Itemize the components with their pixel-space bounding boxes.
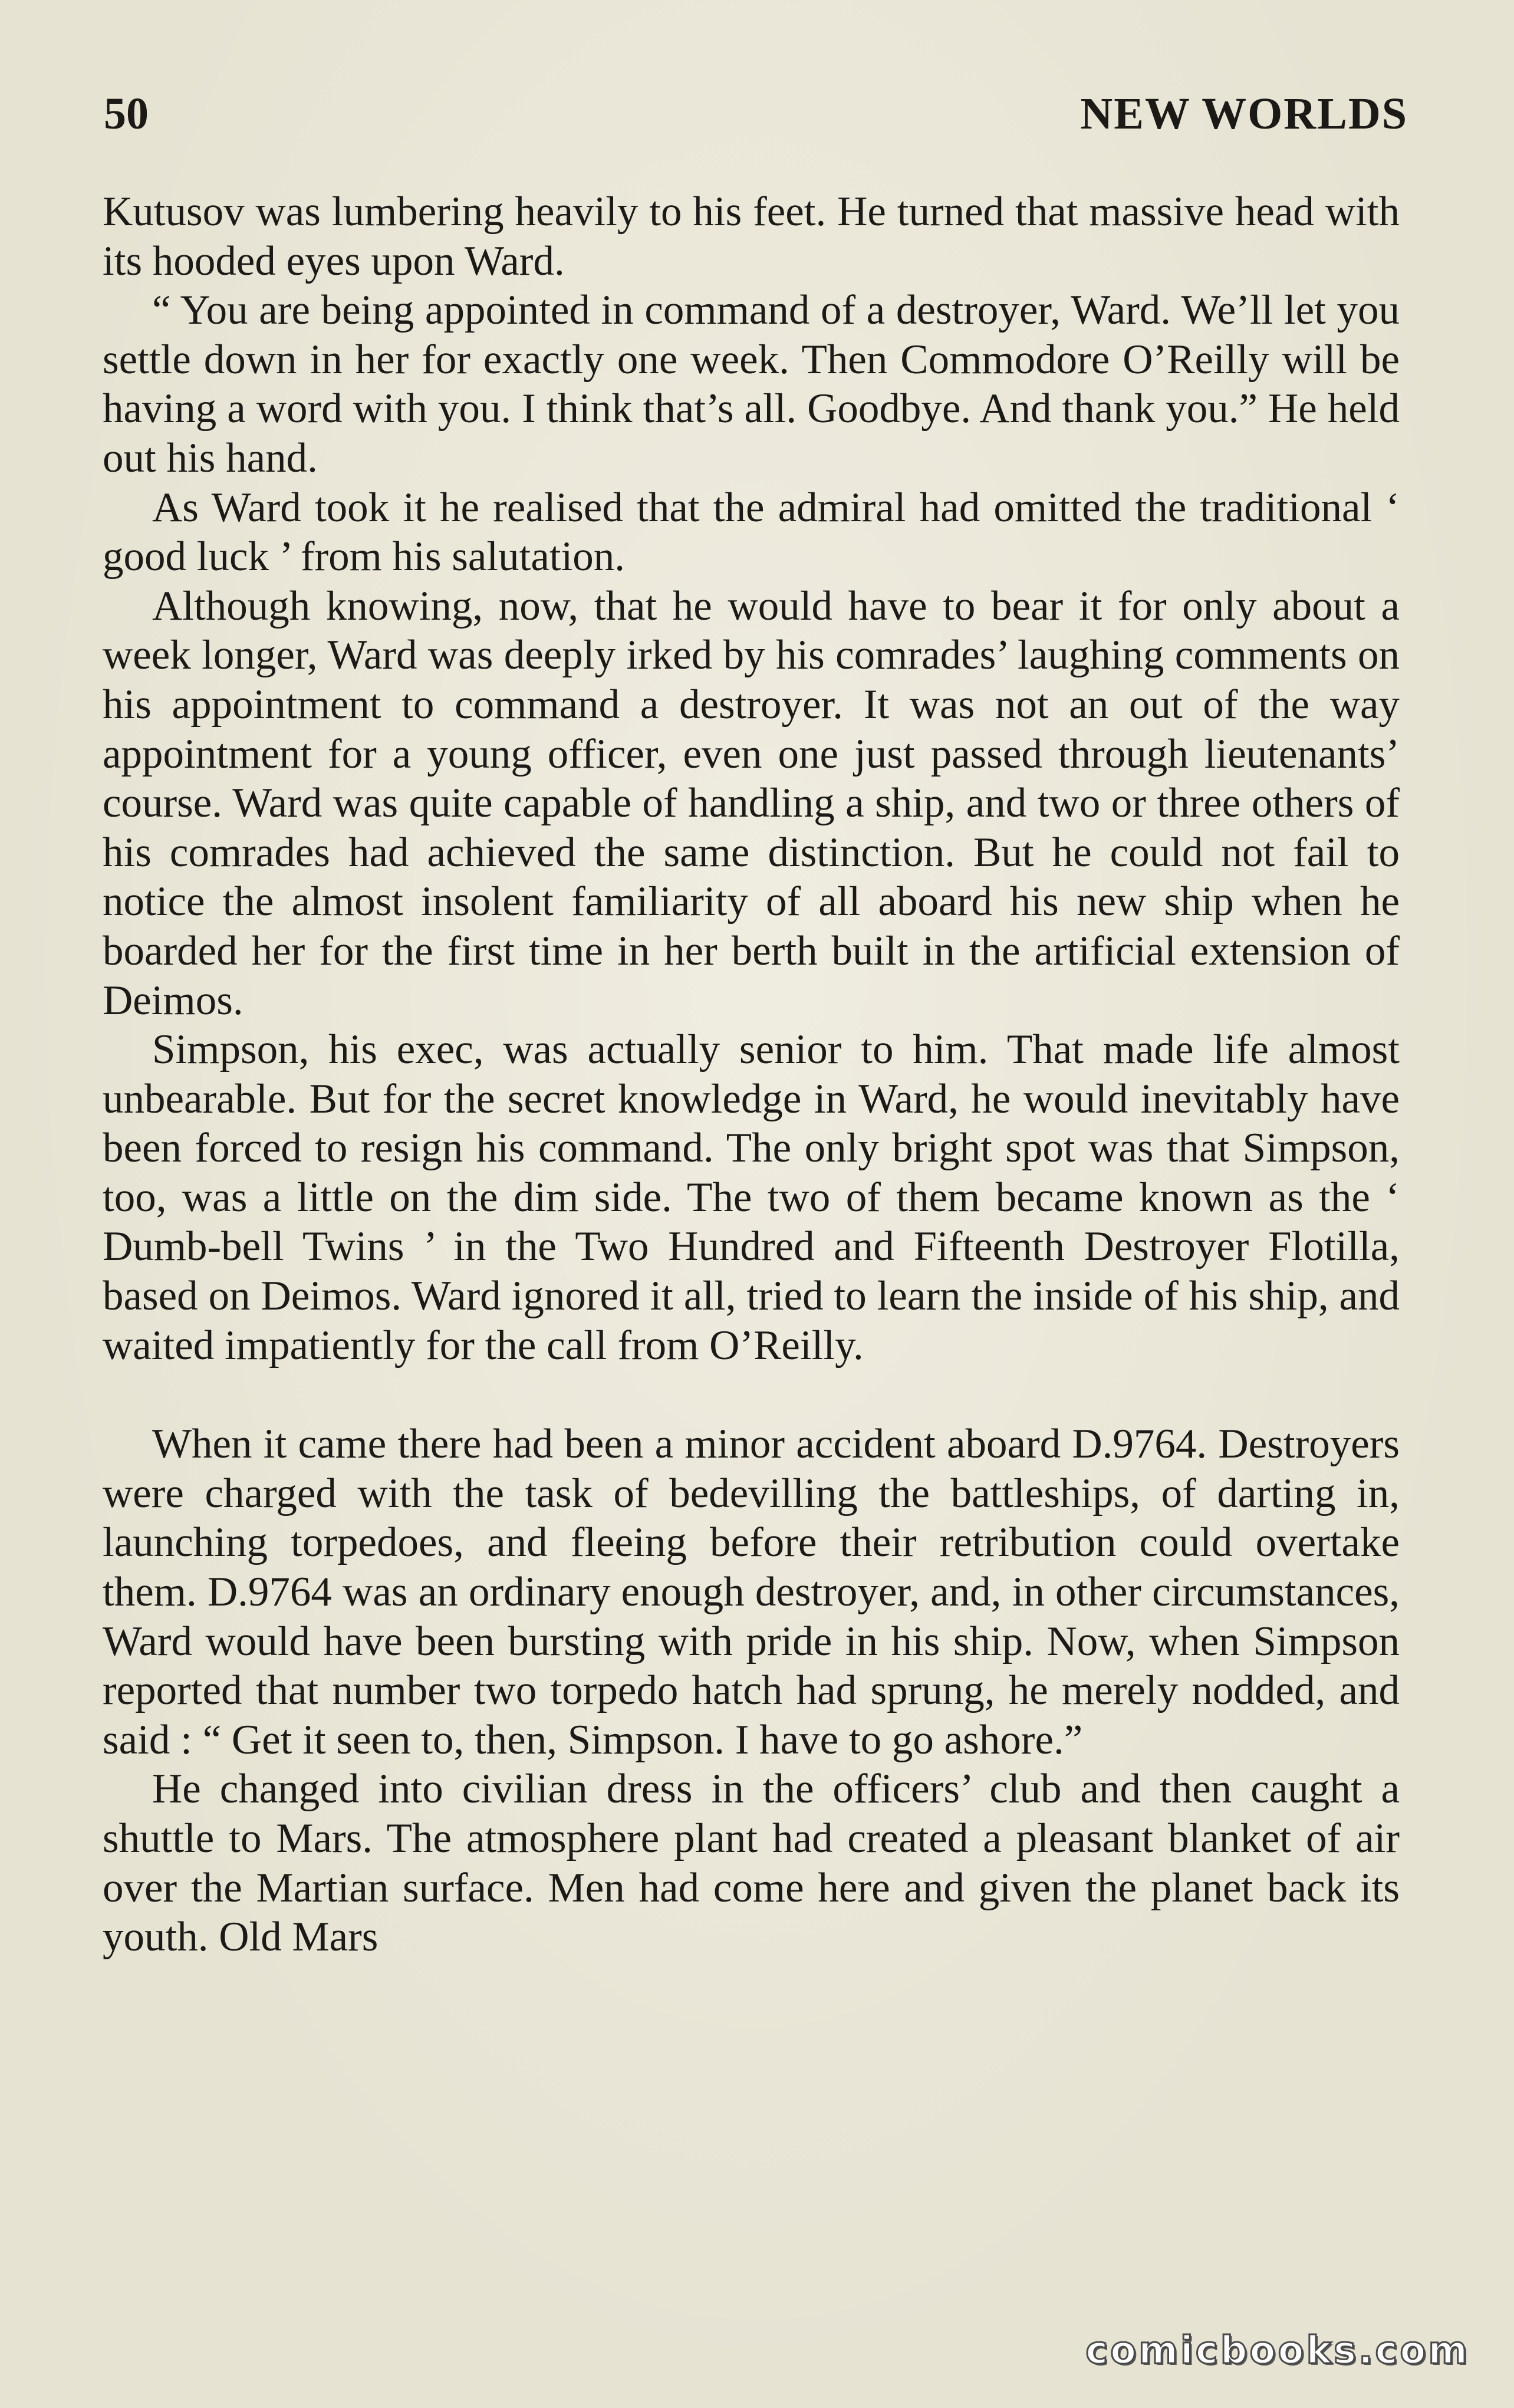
paragraph: As Ward took it he realised that the admiral had omitted the traditional ‘ good luck ’ from his salutation. [103,484,1400,580]
paragraph: Simpson, his exec, was actually senior to him. That made life almost unbearable. But for the secret knowledge in Ward, he would inevitably have been forced to resign his command. The only bright spot was that Simpson, too, was a little on the dim side. The two of them became known as the ‘ Dumb-bell Twins ’ in the Two Hundred and Fifteenth Destroyer Flotilla, based on Deimos. Ward ignored it all, tried to learn the inside of his ship, and waited impatiently for the call from O’Reilly. [103,1027,1400,1369]
paragraph: Although knowing, now, that he would have to bear it for only about a week longer, Ward was deeply irked by his comrades’ laughing comments on his appointment to command a destroyer. It was not an out of the way appointment for a young officer, even one just passed through lieutenants’ course. Ward was quite capable of handling a ship, and two or three others of his comrades had achieved the same distinction. But he could not fail to notice the almost insolent familiarity of all aboard his new ship when he boarded her for the first time in her berth built in the artificial extension of Deimos. [103,583,1400,1024]
paragraph: He changed into civilian dress in the officers’ club and then caught a shuttle to Mars. The atmosphere plant had created a pleasant blanket of air over the Martian surface. Men had come here and given the planet back its youth. Old Mars [103,1766,1400,1960]
paragraph: When it came there had been a minor accident aboard D.9764. Destroyers were charged with the task of bedevilling the battleships, of darting in, launching torpedoes, and fleeing before their retribution could overtake them. D.9764 was an ordinary enough destroyer, and, in other circumstances, Ward would have been bursting with pride in his ship. Now, when Simpson reported that number two torpedo hatch had sprung, he merely nodded, and said : “ Get it seen to, then, Simpson. I have to go ashore.” [103,1421,1400,1763]
page-number: 50 [104,89,149,139]
body-text [103,187,1400,1962]
running-title: NEW WORLDS [1080,89,1408,139]
watermark: comicbooks.com [1085,2329,1470,2373]
paragraph: Kutusov was lumbering heavily to his feet. He turned that massive head with its hooded eyes upon Ward. [103,189,1400,284]
paragraph: “ You are being appointed in command of a destroyer, Ward. We’ll let you settle down in her for exactly one week. Then Commodore O’Reilly will be having a word with you. I think that’s all. Goodbye. And thank you.” He held out his hand. [103,287,1400,481]
page-header [104,88,1408,153]
